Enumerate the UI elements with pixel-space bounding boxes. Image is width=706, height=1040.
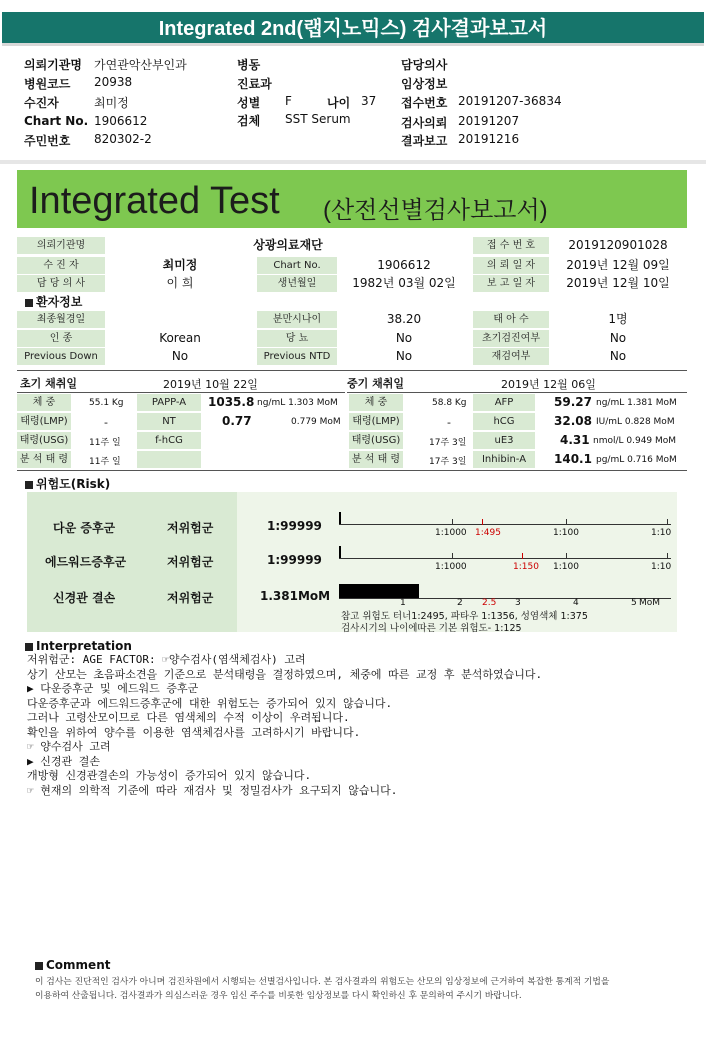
interpretation-text [27, 653, 687, 798]
ntd-scale-unit: MoM [639, 598, 661, 608]
comment-text [35, 975, 675, 1003]
interp-line: ☞ 양수검사 고려 [27, 740, 111, 753]
interp-line: ▶ 다운증후군 및 에드워드 증후군 [27, 682, 199, 695]
down-tick [566, 519, 567, 525]
section-square-icon [25, 481, 33, 489]
label-specimen: 검체 [237, 114, 261, 128]
value-requester: 가연관악산부인과 [94, 58, 187, 72]
mid-label-weight: 체 중 [349, 394, 403, 411]
patient-value-diabetes: No [395, 331, 413, 345]
header-divider [0, 160, 706, 164]
risk-panel [27, 492, 677, 632]
patient-value-retest: No [609, 349, 627, 363]
section-square-icon [25, 299, 33, 307]
interp-line: 개방형 신경관결손의 가능성이 증가되어 있지 않습니다. [27, 769, 312, 782]
report-header-title: Integrated 2nd(랩지노믹스) 검사결과보고서 [2, 12, 704, 46]
divider [17, 392, 345, 393]
label-chart-no: Chart No. [24, 114, 89, 128]
value-patient: 최미정 [94, 96, 129, 110]
mid-unit-hcg: IU/mL 0.828 MoM [596, 417, 675, 427]
risk-ntd-name: 신경관 결손 [53, 591, 116, 605]
down-scale-label: 1:100 [553, 528, 579, 538]
early-unit-pappa: ng/mL 1.303 MoM [257, 398, 338, 408]
mid-value-analysis: 17주 3일 [429, 457, 467, 467]
early-value-analysis: 11주 일 [89, 457, 121, 467]
ntd-scale-cutoff: 2.5 [482, 598, 497, 608]
risk-down-value: 1:99999 [267, 519, 322, 533]
label-accession-no: 접수번호 [401, 96, 448, 110]
label-sex: 성별 [237, 96, 261, 110]
info-label-birth: 생년월일 [257, 275, 337, 292]
early-label-lmp: 태령(LMP) [17, 413, 71, 430]
ntd-scale-label: 1 [400, 598, 406, 608]
divider [17, 370, 687, 371]
risk-edwards-value: 1:99999 [267, 553, 322, 567]
early-label-fhcg: f-hCG [137, 432, 201, 449]
mid-label-inhibin: Inhibin-A [473, 451, 535, 468]
interp-line: ▶ 신경관 결손 [27, 754, 100, 768]
mid-value-afp: 59.27 [554, 395, 592, 409]
patient-label-diabetes: 당 뇨 [257, 330, 337, 347]
info-value-birth: 1982년 03월 02일 [352, 276, 456, 290]
early-value-nt: 0.77 [222, 414, 252, 428]
patient-value-delivery-age: 38.20 [386, 312, 422, 326]
ntd-mom-bar [339, 584, 419, 598]
integrated-test-report [17, 170, 687, 1030]
info-value-doctor: 이 희 [166, 276, 194, 290]
info-value-accession: 2019120901028 [568, 238, 668, 252]
comment-line: 이용하여 산출됩니다. 검사결과가 의심스러운 경우 임신 주수를 비롯한 임상정보를 다시 확인하신 후 문의하여 주시기 바랍니다. [35, 991, 522, 1001]
mid-unit-inhibin: pg/mL 0.716 MoM [596, 455, 677, 465]
ntd-scale-label: 5 [631, 598, 637, 608]
down-tick [452, 519, 453, 525]
label-request-date: 검사의뢰 [401, 116, 448, 130]
down-scale-axis [339, 524, 671, 525]
info-label-patient: 수 진 자 [17, 257, 105, 274]
risk-edwards-name: 에드워드증후군 [45, 555, 127, 569]
edwards-tick [667, 553, 668, 559]
label-age: 나이 [327, 96, 351, 110]
section-square-icon [35, 962, 43, 970]
value-age: 37 [361, 94, 377, 108]
label-report-date: 결과보고 [401, 134, 448, 148]
risk-section-title: 위험도(Risk) [25, 475, 110, 492]
info-label-report-date: 보 고 일 자 [473, 275, 549, 292]
patient-label-race: 인 종 [17, 330, 105, 347]
value-chart-no: 1906612 [94, 114, 148, 128]
info-value-report-date: 2019년 12월 10일 [566, 276, 670, 290]
interp-line: ☞ 현재의 의학적 기준에 따라 재검사 및 정밀검사가 요구되지 않습니다. [27, 783, 398, 797]
label-patient: 수진자 [24, 96, 59, 110]
info-value-request-date: 2019년 12월 09일 [566, 258, 670, 272]
label-doctor: 담당의사 [401, 58, 448, 72]
patient-value-prev-down: No [171, 349, 189, 363]
mid-label-hcg: hCG [473, 413, 535, 430]
down-risk-marker [339, 512, 341, 524]
divider [347, 392, 687, 393]
patient-label-prev-ntd: Previous NTD [257, 348, 337, 365]
down-tick-cutoff [482, 519, 483, 525]
info-label-request-date: 의 뢰 일 자 [473, 257, 549, 274]
info-label-accession: 접 수 번 호 [473, 237, 549, 254]
mid-value-weight: 58.8 Kg [432, 398, 467, 408]
early-value-pappa: 1035.8 [208, 395, 255, 409]
risk-down-level: 저위험군 [167, 521, 214, 535]
risk-ntd-value: 1.381MoM [260, 589, 331, 603]
ntd-scale-label: 4 [573, 598, 579, 608]
patient-label-fetus: 태 아 수 [473, 311, 549, 328]
risk-edwards-level: 저위험군 [167, 555, 214, 569]
early-value-lmp: - [104, 416, 108, 429]
info-value-patient: 최미정 [162, 258, 198, 272]
mid-unit-afp: ng/mL 1.381 MoM [596, 398, 677, 408]
reference-risk-note: 참고 위험도 터너1:2495, 파타우 1:1356, 성염색체 1:375 [341, 611, 588, 622]
report-banner [17, 170, 687, 228]
label-resident-no: 주민번호 [24, 134, 71, 148]
edwards-tick-cutoff [522, 553, 523, 559]
request-info [0, 52, 706, 152]
early-label-analysis: 분 석 태 령 [17, 451, 71, 468]
patient-label-lmp: 최종월경일 [17, 311, 105, 328]
mid-date: 2019년 12월 06일 [501, 378, 596, 391]
label-department: 진료과 [237, 77, 272, 91]
ntd-scale-label: 2 [457, 598, 463, 608]
label-ward: 병동 [237, 58, 261, 72]
interpretation-title: Interpretation [25, 639, 132, 653]
early-label-weight: 체 중 [17, 394, 71, 411]
edwards-scale-label: 1:10 [651, 562, 672, 572]
early-title: 초기 채취일 [20, 377, 77, 390]
early-value-usg: 11주 일 [89, 438, 121, 448]
info-label-institution: 의뢰기관명 [17, 237, 105, 254]
patient-label-delivery-age: 분만시나이 [257, 311, 337, 328]
patient-value-race: Korean [159, 331, 201, 345]
patient-label-prev-down: Previous Down [17, 348, 105, 365]
label-clinical-info: 임상정보 [401, 77, 448, 91]
risk-down-name: 다운 증후군 [53, 521, 116, 535]
edwards-tick [452, 553, 453, 559]
ntd-scale-axis [339, 598, 671, 599]
down-scale-cutoff: 1:495 [475, 528, 501, 538]
label-requester: 의뢰기관명 [24, 58, 82, 72]
down-scale-label: 1:10 [651, 528, 672, 538]
mid-title: 중기 채취일 [347, 377, 404, 390]
early-label-nt: NT [137, 413, 201, 430]
early-value-weight: 55.1 Kg [89, 398, 124, 408]
down-tick [667, 519, 668, 525]
value-specimen: SST Serum [285, 112, 351, 126]
early-label-pappa: PAPP-A [137, 394, 201, 411]
edwards-scale-label: 1:1000 [435, 562, 467, 572]
mid-unit-ue3: nmol/L 0.949 MoM [593, 436, 677, 446]
edwards-tick [566, 553, 567, 559]
patient-value-fetus: 1명 [608, 312, 628, 326]
early-date: 2019년 10월 22일 [163, 378, 258, 391]
down-scale-label: 1:1000 [435, 528, 467, 538]
mid-label-afp: AFP [473, 394, 535, 411]
mid-label-lmp: 태령(LMP) [349, 413, 403, 430]
patient-value-initial-exam: No [609, 331, 627, 345]
mid-label-usg: 태령(USG) [349, 432, 403, 449]
comment-line: 이 검사는 진단적인 검사가 아니며 검진차원에서 시행되는 선별검사입니다. 본 검사결과의 위험도는 산모의 임상정보에 근거하여 복잡한 통계적 기법을 [35, 977, 610, 987]
patient-label-retest: 재검여부 [473, 348, 549, 365]
report-title-en: Integrated Test [29, 180, 280, 222]
mid-label-ue3: uE3 [473, 432, 535, 449]
edwards-scale-axis [339, 558, 671, 559]
value-accession-no: 20191207-36834 [458, 94, 562, 108]
info-value-institution: 상광의료재단 [253, 238, 323, 252]
interp-line: 그러나 고령산모이므로 다른 염색체의 수적 이상이 우려됩니다. [27, 711, 350, 724]
comment-title: Comment [35, 958, 110, 972]
mid-value-ue3: 4.31 [560, 433, 590, 447]
interp-line: 확인을 위하여 양수를 이용한 염색체검사를 고려하시기 바랍니다. [27, 725, 361, 739]
interp-line: 다운증후군과 에드워드증후군에 대한 위험도는 증가되어 있지 않습니다. [27, 696, 393, 710]
edwards-risk-marker [339, 546, 341, 558]
patient-value-lmp [105, 311, 255, 328]
ntd-scale-label: 3 [515, 598, 521, 608]
mid-label-analysis: 분 석 태 령 [349, 451, 403, 468]
value-request-date: 20191207 [458, 114, 520, 128]
early-label-empty [137, 451, 201, 468]
divider [17, 470, 687, 471]
info-label-chart: Chart No. [257, 257, 337, 274]
info-value-chart: 1906612 [377, 258, 431, 272]
mid-value-lmp: - [447, 416, 451, 429]
patient-section-title: 환자정보 [25, 293, 82, 310]
age-risk-note: 검사시기의 나이에따른 기본 위험도- 1:125 [341, 623, 522, 634]
label-hospital-code: 병원코드 [24, 77, 71, 91]
value-hospital-code: 20938 [94, 75, 133, 89]
early-unit-nt: 0.779 MoM [291, 417, 341, 427]
early-label-usg: 태령(USG) [17, 432, 71, 449]
patient-value-prev-ntd: No [395, 349, 413, 363]
edwards-scale-cutoff: 1:150 [513, 562, 539, 572]
interp-line: 저위험군: AGE FACTOR: ☞양수검사(염색체검사) 고려 [27, 653, 306, 666]
mid-value-hcg: 32.08 [554, 414, 592, 428]
mid-value-usg: 17주 3일 [429, 438, 467, 448]
value-report-date: 20191216 [458, 132, 520, 146]
report-title-kr: (산전선별검사보고서) [323, 197, 548, 224]
section-square-icon [25, 643, 33, 651]
value-sex: F [285, 94, 292, 108]
info-label-doctor: 담 당 의 사 [17, 275, 105, 292]
mid-value-inhibin: 140.1 [554, 452, 592, 466]
risk-ntd-level: 저위험군 [167, 591, 214, 605]
patient-label-initial-exam: 초기검진여부 [473, 330, 549, 347]
value-resident-no: 820302-2 [94, 132, 152, 146]
interp-line: 상기 산모는 초음파소견을 기준으로 분석태령을 결정하였으며, 체중에 따른 교정 후 분석하였습니다. [27, 667, 543, 681]
edwards-scale-label: 1:100 [553, 562, 579, 572]
